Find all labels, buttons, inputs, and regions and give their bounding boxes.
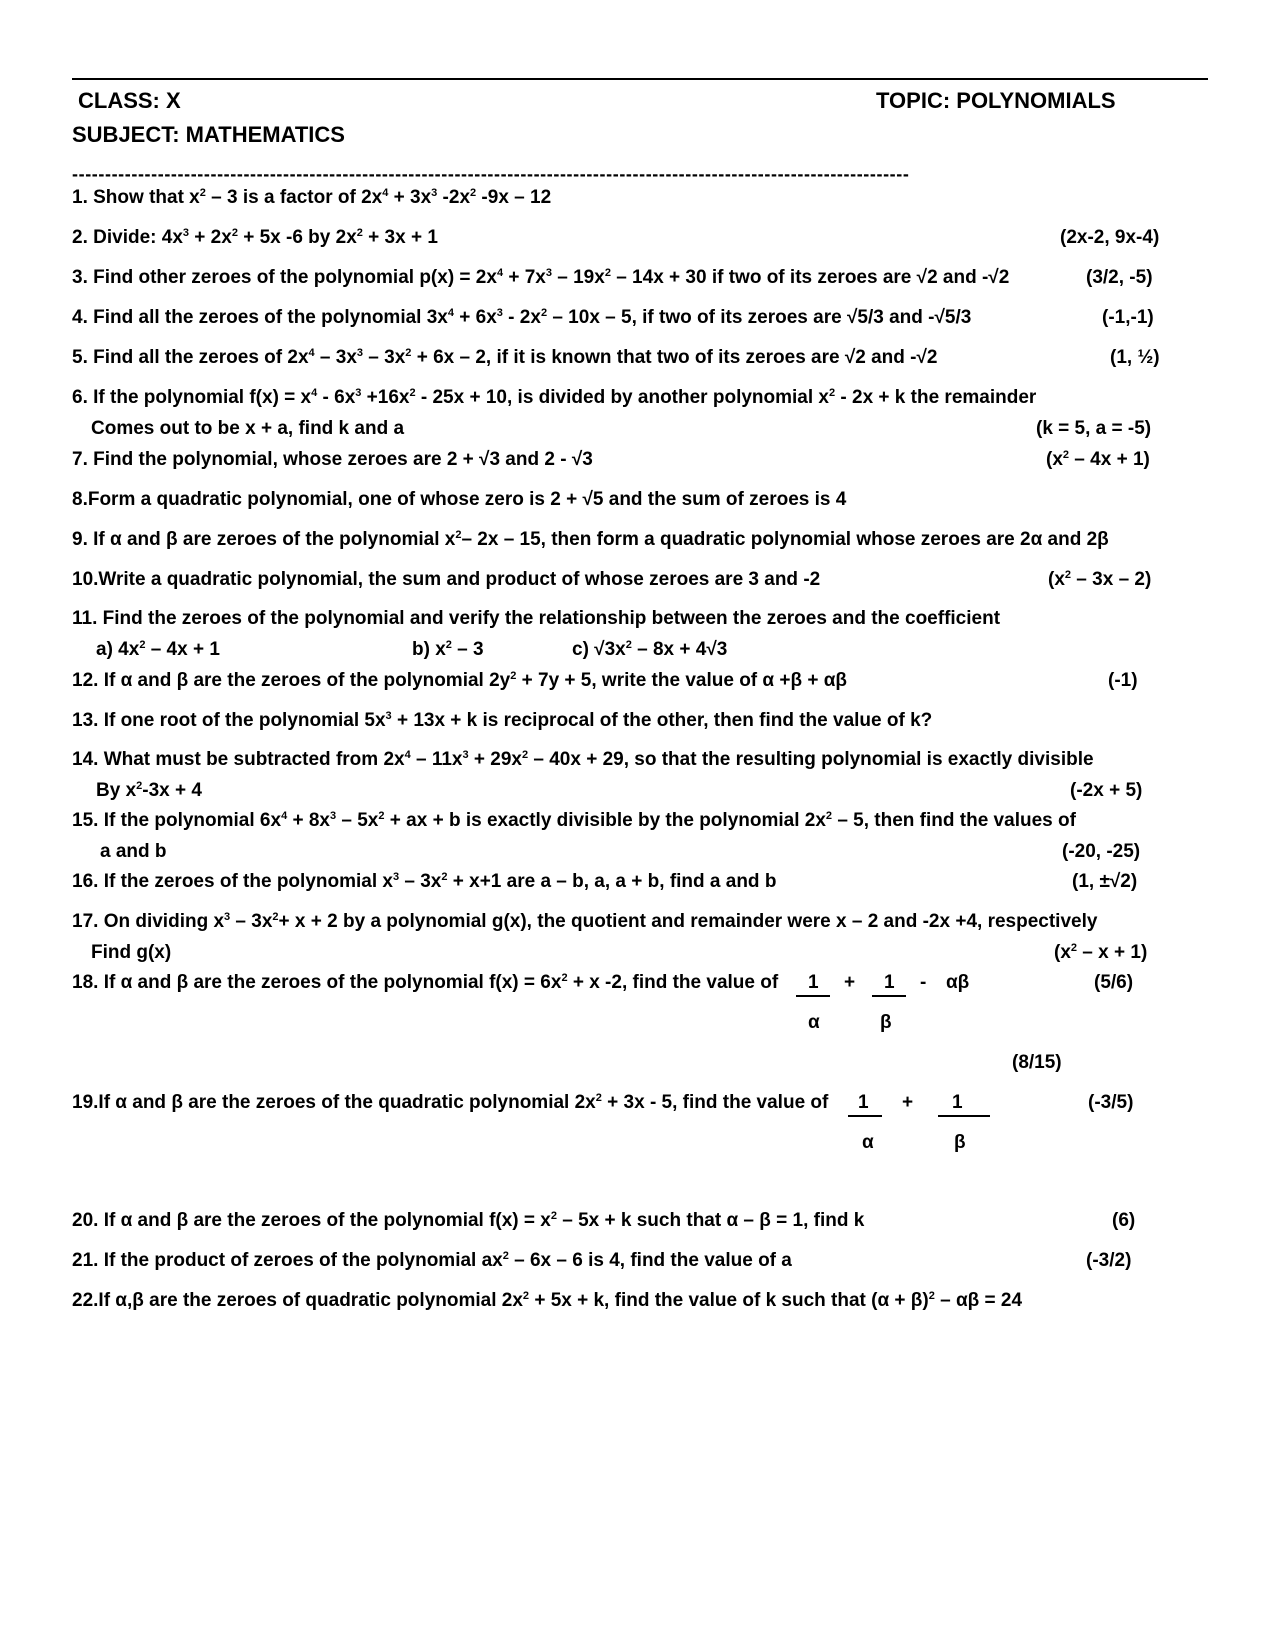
answer: (1, ½) [1110, 347, 1160, 368]
plus-sign: + [902, 1092, 914, 1113]
answer: $(x^2 - x + 1)$ [1054, 942, 1148, 963]
answer: (3/2, -5) [1086, 267, 1153, 288]
answer: (-1,-1) [1102, 307, 1154, 328]
question-8 [72, 487, 1212, 513]
question-11 [72, 606, 1212, 632]
question-text: 20. If α and β are the zeroes of the polynomial $f(x) = x^2 - 5x + k$ such that α – β = 1, find k [72, 1210, 865, 1231]
question-13 [72, 708, 1212, 734]
question-17-continued [72, 940, 1212, 966]
answer: (-2x + 5) [1070, 780, 1143, 801]
question-text-continued: Find g(x) [91, 942, 172, 963]
topic-label: TOPIC: POLYNOMIALS [876, 88, 1116, 113]
question-17 [72, 909, 1212, 935]
question-text: 17. On dividing $x^3 - 3x^2+ x + 2$ by a polynomial g(x), the quotient and remainder were x – 2 and -2x +4, respectively [72, 911, 1098, 932]
top-rule [72, 78, 1208, 80]
fraction-bar [796, 995, 830, 997]
question-text: 8.Form a quadratic polynomial, one of whose zero is 2 + √5 and the sum of zeroes is 4 [72, 489, 847, 510]
question-11-options [72, 637, 1212, 663]
subject-label: SUBJECT: MATHEMATICS [72, 122, 345, 147]
answer: (-3/2) [1086, 1250, 1132, 1271]
question-15 [72, 808, 1212, 834]
answer: $(x^2 - 3x - 2)$ [1048, 569, 1152, 590]
question-text: 16. If the zeroes of the polynomial $x^3 - 3x^2 + x+1$ are a – b, a, a + b, find a and b [72, 871, 777, 892]
question-7 [72, 447, 1212, 473]
question-text: 10.Write a quadratic polynomial, the sum and product of whose zeroes are 3 and -2 [72, 569, 821, 590]
fraction-denominator: α [808, 1012, 820, 1033]
question-14-continued [72, 778, 1212, 804]
fraction-numerator: 1 [952, 1092, 963, 1113]
fraction-bar [938, 1115, 990, 1117]
answer: (-3/5) [1088, 1092, 1134, 1113]
question-20 [72, 1208, 1212, 1234]
fraction-denominator: α [862, 1132, 874, 1153]
question-16 [72, 869, 1212, 895]
option-c: c) $√3x^2 - 8x + 4√3$ [572, 639, 728, 660]
plus-sign: + [844, 972, 856, 993]
question-19 [72, 1090, 1212, 1116]
question-text: 21. If the product of zeroes of the polynomial $ax^2 - 6x - 6$ is 4, find the value of a [72, 1250, 792, 1271]
question-6-continued [72, 416, 1212, 442]
question-text-continued: a and b [100, 841, 167, 862]
answer: (k = 5, a = -5) [1036, 418, 1152, 439]
answer: (-1) [1108, 670, 1138, 691]
question-12 [72, 668, 1212, 694]
question-5 [72, 345, 1212, 371]
dashed-divider: ------------------------------------------------------------------------------------------------------------------------------- [72, 167, 910, 181]
question-text: 7. Find the polynomial, whose zeroes are 2 + √3 and 2 - √3 [72, 449, 593, 470]
fraction-numerator: 1 [858, 1092, 869, 1113]
question-2 [72, 225, 1212, 251]
answer: (8/15) [1012, 1052, 1062, 1073]
question-15-continued [72, 839, 1212, 865]
answer: (6) [1112, 1210, 1136, 1231]
question-10 [72, 567, 1212, 593]
option-a: a) $4x^2 - 4x + 1$ [96, 639, 220, 660]
question-18 [72, 970, 1212, 996]
answer: (2x-2, 9x-4) [1060, 227, 1160, 248]
fraction-bar [848, 1115, 882, 1117]
question-text: 18. If α and β are the zeroes of the polynomial $f(x) = 6x^2 + x$ -2, find the value of [72, 972, 779, 993]
question-text: 6. If the polynomial $f(x) = x^4 - 6x^3 +16x^2 - 25x + 10$, is divided by another polynomial $x^2 - 2x + k$ the remainder [72, 387, 1037, 408]
alpha-beta-term: αβ [946, 972, 970, 993]
question-14 [72, 747, 1212, 773]
question-9 [72, 527, 1212, 553]
fraction-numerator: 1 [884, 972, 895, 993]
answer: (1, ±√2) [1072, 871, 1138, 892]
question-22 [72, 1288, 1212, 1314]
question-6 [72, 385, 1212, 411]
question-text: 9. If α and β are zeroes of the polynomial $x^2-$ 2x – 15, then form a quadratic polynomial whose zeroes are 2α and 2β [72, 529, 1109, 550]
question-text-continued: By $x^2-3x + 4$ [96, 780, 202, 801]
question-text-continued: Comes out to be x + a, find k and a [91, 418, 405, 439]
question-3 [72, 265, 1212, 291]
fraction-numerator: 1 [808, 972, 819, 993]
fraction-denominator: β [880, 1012, 892, 1033]
minus-sign: - [920, 972, 927, 993]
question-text: 14. What must be subtracted from $2x^4 - 11x^3 + 29x^2 - 40x + 29$, so that the resulting polynomial is exactly divisible [72, 749, 1094, 770]
question-text: 12. If α and β are the zeroes of the polynomial $2y^2 + 7y + 5$, write the value of α +β + αβ [72, 670, 847, 691]
option-b: b) $x^2 - 3$ [412, 639, 484, 660]
fraction-bar [872, 995, 906, 997]
question-text: 19.If α and β are the zeroes of the quadratic polynomial $2x^2 + 3x - 5$, find the value of [72, 1092, 829, 1113]
fraction-denominator: β [954, 1132, 966, 1153]
question-text: 15. If the polynomial $6x^4 + 8x^3 - 5x^2$ + ax + b is exactly divisible by the polynomial $2x^2 - 5$, then find the values of [72, 810, 1076, 831]
question-text: 3. Find other zeroes of the polynomial $p(x) = 2x^4 + 7x^3 - 19x^2 - 14x + 30$ if two of its zeroes are √2 and -√2 [72, 267, 1010, 288]
class-label: CLASS: X [78, 88, 181, 113]
question-text: 1. Show that $x^2 - 3$ is a factor of $2x^4 + 3x^3$ $-2x^2$ -9x – 12 [72, 187, 552, 208]
question-text: 11. Find the zeroes of the polynomial and verify the relationship between the zeroes and the coefficient [72, 608, 1001, 629]
question-text: 2. Divide: $4x^3 + 2x^2 + 5x$ -6 by $2x^2 + 3x + 1$ [72, 227, 438, 248]
answer: (5/6) [1094, 972, 1134, 993]
question-text: 4. Find all the zeroes of the polynomial $3x^4 + 6x^3 - 2x^2 - 10x - 5$, if two of its zeroes are √5/3 and -√5/3 [72, 307, 972, 328]
question-text: 22.If α,β are the zeroes of quadratic polynomial $2x^2 + 5x + k$, find the value of k such that $(\alpha + \beta)^2 - \alpha\beta = 24$ [72, 1290, 1023, 1311]
question-4 [72, 305, 1212, 331]
answer: $(x^2 - 4x + 1)$ [1046, 449, 1150, 470]
question-text: 13. If one root of the polynomial $5x^3 + 13x + k$ is reciprocal of the other, then find the value of k? [72, 710, 933, 731]
question-1 [72, 185, 1212, 211]
answer: (-20, -25) [1062, 841, 1141, 862]
question-text: 5. Find all the zeroes of $2x^4 - 3x^3 - 3x^2 + 6x - 2$, if it is known that two of its zeroes are √2 and -√2 [72, 347, 938, 368]
question-21 [72, 1248, 1212, 1274]
